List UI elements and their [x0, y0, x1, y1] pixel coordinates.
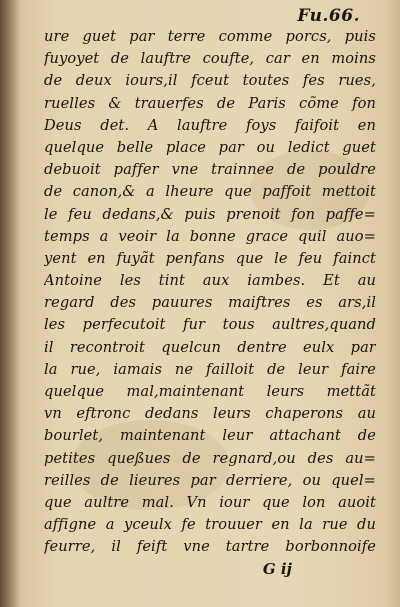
signature-mark: G ij	[262, 560, 292, 578]
text-line: yent en fuyãt penfans que le feu fainct	[44, 249, 376, 267]
text-line: affigne a yceulx fe trouuer en la rue du	[44, 516, 376, 534]
text-line: temps a veoir la bonne grace quil auo=	[44, 227, 376, 245]
text-line: Deus det. A lauftre foys faifoit en	[44, 116, 376, 134]
text-line: quelque mal,maintenant leurs mettãt	[44, 383, 376, 400]
text-line: le feu dedans,& puis prenoit fon paffe=	[44, 205, 376, 223]
text-line: de canon,& a lheure que paffoit mettoit	[44, 183, 376, 201]
text-line: petites queßues de regnard,ou des au=	[44, 449, 376, 467]
text-line: que aultre mal. Vn iour que lon auoit	[44, 493, 376, 511]
text-line: bourlet, maintenant leur attachant de	[44, 427, 376, 445]
body-text	[44, 26, 376, 559]
text-line: les perfecutoit fur tous aultres,quand	[44, 316, 376, 334]
text-line: il recontroit quelcun dentre eulx par	[44, 338, 376, 356]
text-line: ruelles & trauerfes de Paris cõme fon	[44, 94, 376, 112]
text-line: la rue, iamais ne failloit de leur faire	[44, 360, 376, 378]
text-line: fuyoyet de lauftre coufte, car en moins	[44, 50, 376, 68]
binding-gutter	[0, 0, 20, 607]
text-line: debuoit paffer vne trainnee de pouldre	[44, 161, 376, 179]
text-line: reilles de lieures par derriere, ou quel=	[44, 471, 376, 489]
text-line: ure guet par terre comme porcs, puis	[44, 28, 376, 45]
text-line: Antoine les tint aux iambes. Et au	[44, 272, 376, 290]
text-line: quelque belle place par ou ledict guet	[44, 138, 376, 156]
text-line: de deux iours,il fceut toutes fes rues,	[44, 72, 376, 90]
folio-number: Fu.66.	[297, 6, 360, 26]
text-line: feurre, il feift vne tartre borbonnoife	[44, 538, 376, 556]
text-line: vn eftronc dedans leurs chaperons au	[44, 405, 376, 423]
text-line: regard des pauures maiftres es ars,il	[44, 294, 376, 312]
